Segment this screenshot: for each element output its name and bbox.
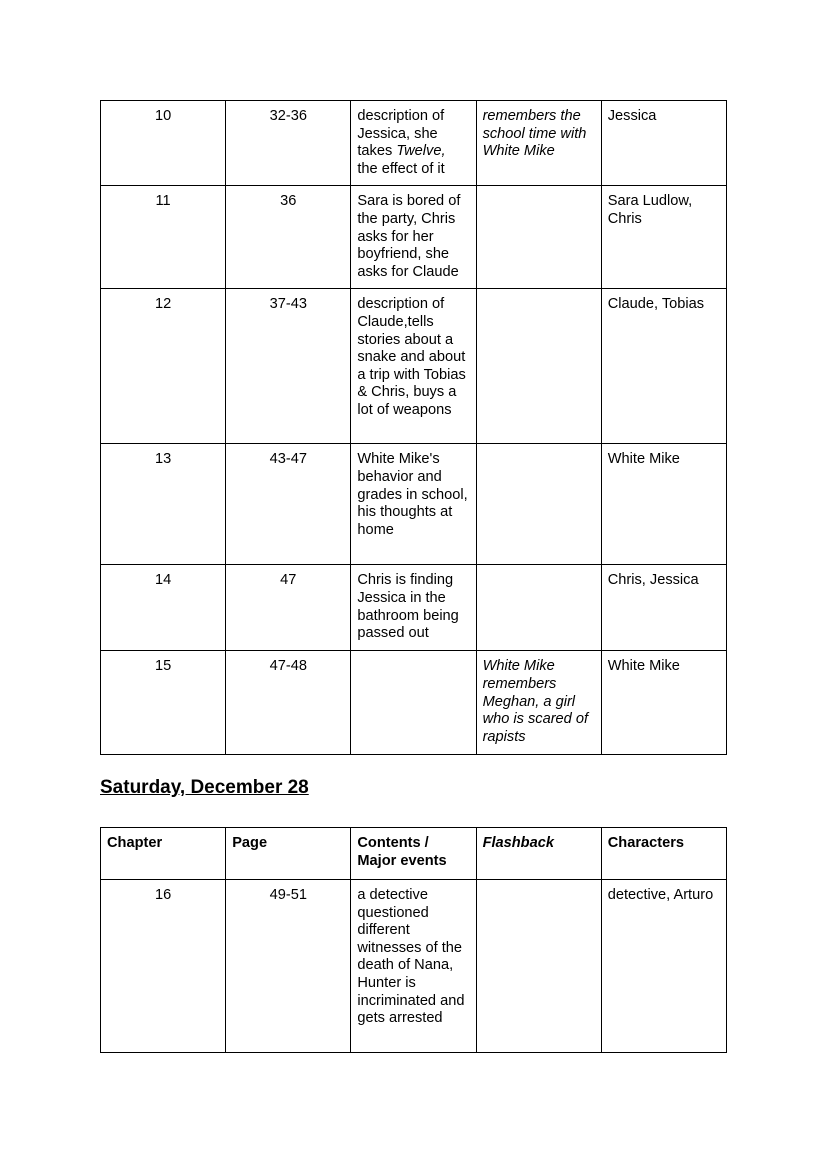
column-header-page: Page [226, 828, 351, 880]
characters-cell: White Mike [601, 444, 726, 565]
table-row [101, 101, 727, 186]
contents-text: the effect of it [357, 160, 445, 177]
flashback-cell: remembers the school time with White Mike [476, 101, 601, 186]
column-header-flashback: Flashback [476, 828, 601, 880]
table-header-row [101, 828, 727, 880]
contents-cell: Chris is finding Jessica in the bathroom being passed out [351, 565, 476, 651]
table-row [101, 565, 727, 651]
contents-cell: a detective questioned different witnesses of the death of Nana, Hunter is incriminated and gets arrested [351, 880, 476, 1053]
contents-cell [351, 651, 476, 755]
chapter-cell: 14 [101, 565, 226, 651]
table-row [101, 880, 727, 1053]
page-cell: 32-36 [226, 101, 351, 186]
table-row [101, 186, 727, 289]
page-cell: 37-43 [226, 289, 351, 444]
chapter-cell: 16 [101, 880, 226, 1053]
page-cell: 49-51 [226, 880, 351, 1053]
page-cell: 43-47 [226, 444, 351, 565]
chapter-cell: 11 [101, 186, 226, 289]
chapter-cell: 10 [101, 101, 226, 186]
flashback-cell [476, 289, 601, 444]
flashback-cell [476, 880, 601, 1053]
chapter-cell: 15 [101, 651, 226, 755]
contents-cell: description of Claude,tells stories about a snake and about a trip with Tobias & Chris, buys a lot of weapons [351, 289, 476, 444]
page-cell: 47 [226, 565, 351, 651]
table-row [101, 444, 727, 565]
table-row [101, 651, 727, 755]
flashback-cell [476, 444, 601, 565]
contents-cell: White Mike's behavior and grades in school, his thoughts at home [351, 444, 476, 565]
page-cell: 47-48 [226, 651, 351, 755]
column-header-characters: Characters [601, 828, 726, 880]
column-header-chapter: Chapter [101, 828, 226, 880]
characters-cell: White Mike [601, 651, 726, 755]
contents-cell: Sara is bored of the party, Chris asks for her boyfriend, she asks for Claude [351, 186, 476, 289]
chapter-table-2 [100, 827, 727, 1053]
chapter-cell: 12 [101, 289, 226, 444]
characters-cell: Claude, Tobias [601, 289, 726, 444]
section-heading: Saturday, December 28 [100, 777, 309, 798]
flashback-cell: White Mike remembers Meghan, a girl who is scared of rapists [476, 651, 601, 755]
contents-text: description of Jessica, she takes [357, 108, 445, 160]
characters-cell: Sara Ludlow, Chris [601, 186, 726, 289]
page-cell: 36 [226, 186, 351, 289]
characters-cell: detective, Arturo [601, 880, 726, 1053]
chapter-table-1 [100, 100, 727, 755]
characters-cell: Chris, Jessica [601, 565, 726, 651]
characters-cell: Jessica [601, 101, 726, 186]
flashback-cell [476, 186, 601, 289]
flashback-cell [476, 565, 601, 651]
column-header-contents: Contents / Major events [351, 828, 476, 880]
table-row [101, 289, 727, 444]
chapter-cell: 13 [101, 444, 226, 565]
contents-cell [351, 101, 476, 186]
contents-emphasis: Twelve, [396, 143, 446, 160]
